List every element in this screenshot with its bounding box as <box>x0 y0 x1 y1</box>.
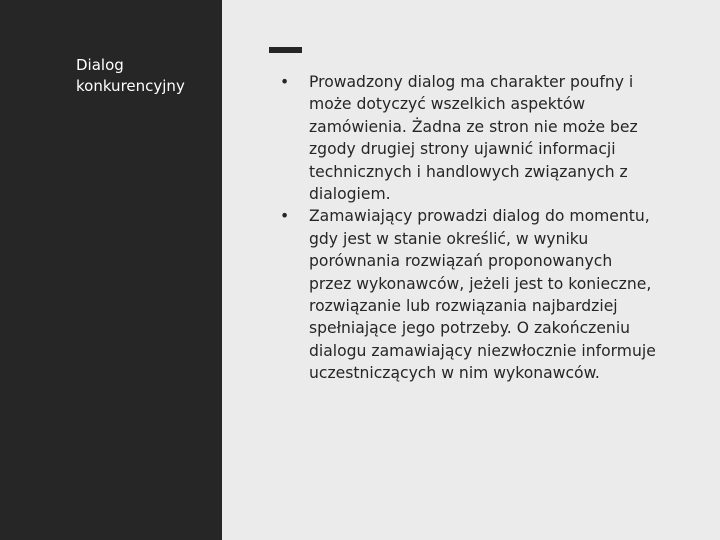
title-accent-bar <box>269 47 302 53</box>
bullet-item: • Prowadzony dialog ma charakter poufny i może dotyczyć wszelkich aspektów zamówienia. Żadna ze stron nie może bez zgody drugiej strony ujawnić informacji technicznych i handlowych związanych z dialogiem. <box>276 71 658 205</box>
sidebar-panel <box>0 0 222 540</box>
bullet-list <box>276 71 658 385</box>
slide-title: Dialog konkurencyjny <box>76 56 185 95</box>
bullet-item: • Zamawiający prowadzi dialog do momentu, gdy jest w stanie określić, w wyniku porównania rozwiązań proponowanych przez wykonawców, jeżeli jest to konieczne, rozwiązanie lub rozwiązania najbardziej spełniające jego potrzeby. O zakończeniu dialogu zamawiający niezwłocznie informuje uczestniczących w nim wykonawców. <box>276 205 658 384</box>
